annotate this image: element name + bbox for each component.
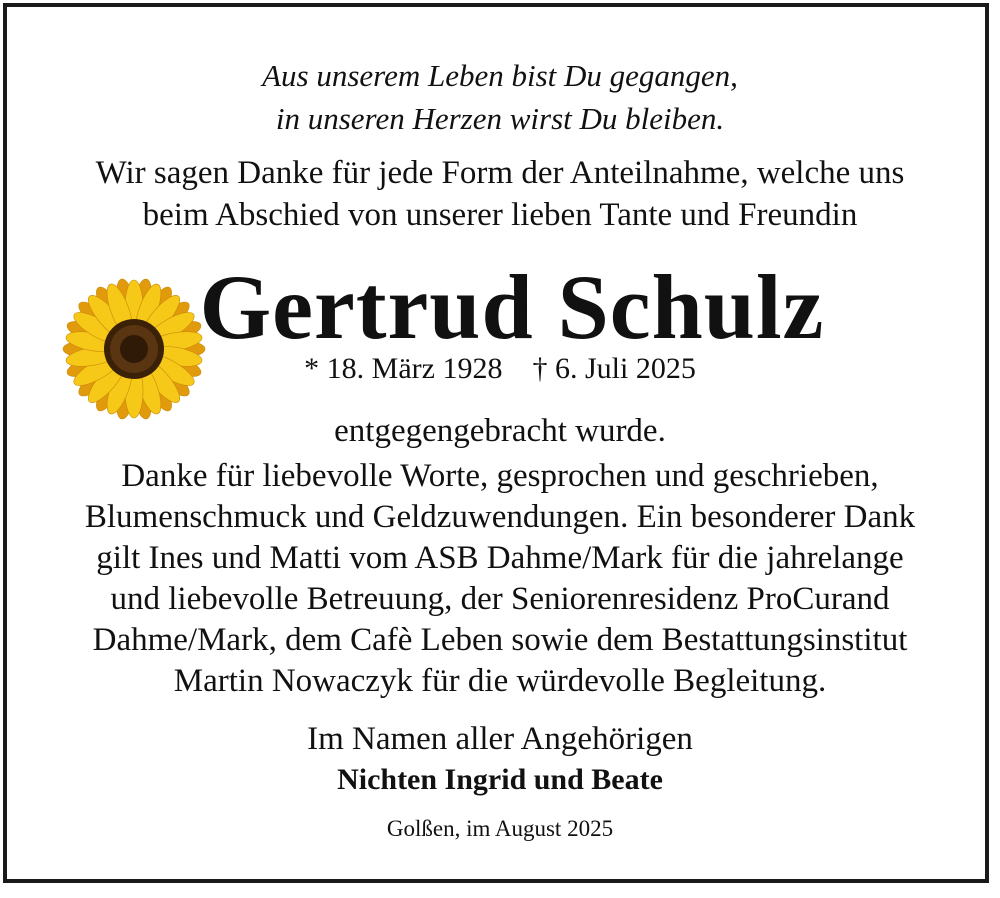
intro-line-2: beim Abschied von unserer lieben Tante und Freundin [142, 197, 858, 233]
signers: Nichten Ingrid und Beate [337, 763, 663, 796]
birth-date: * 18. März 1928 [304, 352, 503, 385]
deceased-name: Gertrud Schulz [199, 256, 825, 358]
place-and-date: Golßen, im August 2025 [386, 816, 614, 841]
thanks-line-3: gilt Ines und Matti vom ASB Dahme/Mark für die jahrelange [96, 540, 904, 576]
thanks-line-4: und liebevolle Betreuung, der Seniorenresidenz ProCurand [110, 581, 890, 617]
quote-line-1: Aus unserem Leben bist Du gegangen, [262, 58, 738, 93]
thanks-line-1: Danke für liebevolle Worte, gesprochen und geschrieben, [121, 458, 879, 494]
on-behalf-text: Im Namen aller Angehörigen [307, 721, 693, 757]
life-dates [0, 352, 1000, 386]
intro-line-1: Wir sagen Danke für jede Form der Anteilnahme, welche uns [95, 155, 905, 191]
death-date: † 6. Juli 2025 [532, 352, 696, 385]
quote-line-2: in unseren Herzen wirst Du bleiben. [275, 101, 725, 136]
thanks-line-2: Blumenschmuck und Geldzuwendungen. Ein besonderer Dank [84, 499, 916, 535]
continuation-text: entgegengebracht wurde. [334, 413, 666, 449]
thanks-line-5: Dahme/Mark, dem Cafè Leben sowie dem Bestattungsinstitut [92, 622, 908, 658]
thanks-line-6: Martin Nowaczyk für die würdevolle Begleitung. [173, 663, 827, 699]
